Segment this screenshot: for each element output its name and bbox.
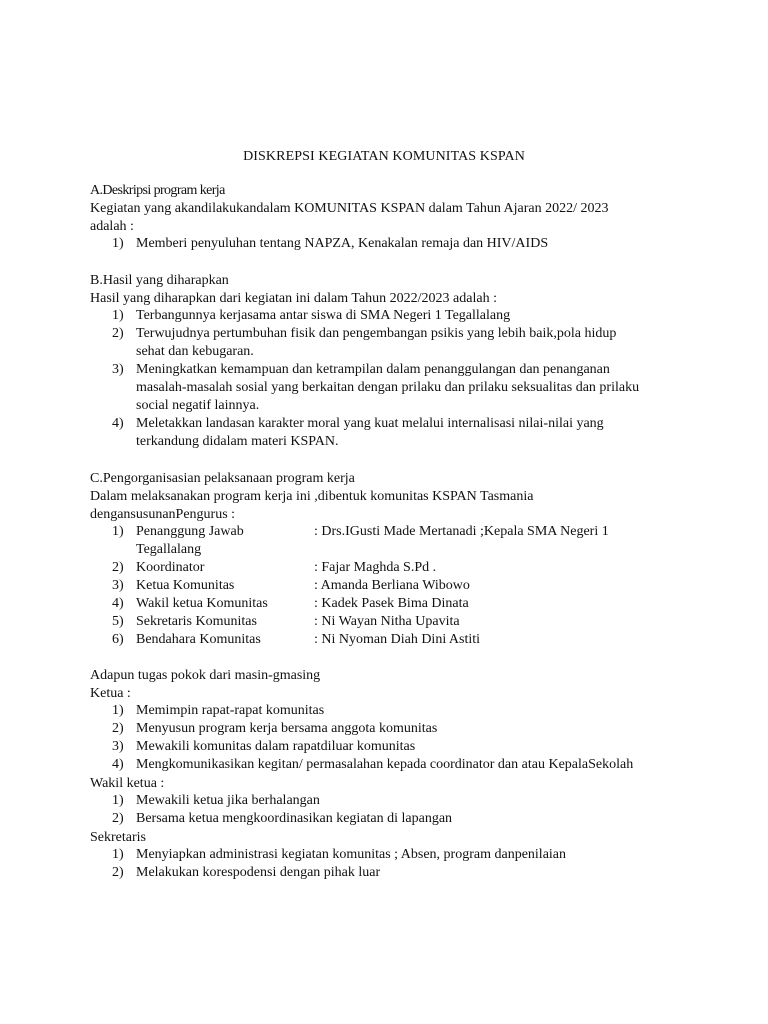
page-title: DISKREPSI KEGIATAN KOMUNITAS KSPAN <box>243 149 525 164</box>
list-number: 2) <box>112 721 124 736</box>
org-role: Sekretaris Komunitas <box>136 614 257 629</box>
org-member: : Amanda Berliana Wibowo <box>314 578 470 593</box>
org-member-cont: Tegallalang <box>136 542 202 557</box>
list-number: 3) <box>112 739 124 754</box>
list-text: sehat dan kebugaran. <box>136 344 254 359</box>
list-text: Meningkatkan kemampuan dan ketrampilan dalam penanggulangan dan penanganan <box>136 362 610 377</box>
list-number: 2) <box>112 560 124 575</box>
list-number: 2) <box>112 811 124 826</box>
org-member: : Fajar Maghda S.Pd . <box>314 560 437 575</box>
org-member: : Kadek Pasek Bima Dinata <box>314 596 469 611</box>
section-b-paragraph: Hasil yang diharapkan dari kegiatan ini dalam Tahun 2022/2023 adalah : <box>90 291 497 306</box>
section-a-heading: A.Deskripsi program kerja <box>90 183 225 198</box>
list-number: 1) <box>112 847 124 862</box>
list-text: masalah-masalah sosial yang berkaitan dengan prilaku dan prilaku seksualitas dan prilaku <box>136 380 640 395</box>
sekretaris-label: Sekretaris <box>90 830 146 845</box>
org-role: Bendahara Komunitas <box>136 632 261 647</box>
list-number: 2) <box>112 865 124 880</box>
list-number: 1) <box>112 308 124 323</box>
list-number: 4) <box>112 757 124 772</box>
list-number: 4) <box>112 596 124 611</box>
list-text: Mewakili ketua jika berhalangan <box>136 793 320 808</box>
list-number: 6) <box>112 632 124 647</box>
wakil-label: Wakil ketua : <box>90 776 165 791</box>
list-text: Terbangunnya kerjasama antar siswa di SMA Negeri 1 Tegallalang <box>136 308 511 323</box>
list-text: Mengkomunikasikan kegitan/ permasalahan kepada coordinator dan atau KepalaSekolah <box>136 757 634 772</box>
list-number: 1) <box>112 793 124 808</box>
list-text: Terwujudnya pertumbuhan fisik dan pengembangan psikis yang lebih baik,pola hidup <box>136 326 617 341</box>
list-text: Menyiapkan administrasi kegiatan komunitas ; Absen, program danpenilaian <box>136 847 567 862</box>
list-number: 5) <box>112 614 124 629</box>
org-role: Koordinator <box>136 560 205 575</box>
list-text: Melakukan korespodensi dengan pihak luar <box>136 865 381 880</box>
list-text: Meletakkan landasan karakter moral yang kuat melalui internalisasi nilai-nilai yang <box>136 416 604 431</box>
section-a-paragraph-cont: adalah : <box>90 219 134 234</box>
list-number: 3) <box>112 578 124 593</box>
list-text: Bersama ketua mengkoordinasikan kegiatan di lapangan <box>136 811 453 826</box>
tugas-intro: Adapun tugas pokok dari masin-gmasing <box>90 668 321 683</box>
org-member: : Ni Wayan Nitha Upavita <box>314 614 460 629</box>
org-role: Ketua Komunitas <box>136 578 235 593</box>
list-text: Menyusun program kerja bersama anggota komunitas <box>136 721 438 736</box>
org-member: : Drs.IGusti Made Mertanadi ;Kepala SMA Negeri 1 <box>314 524 609 539</box>
list-text: terkandung didalam materi KSPAN. <box>136 434 339 449</box>
list-text: Memberi penyuluhan tentang NAPZA, Kenakalan remaja dan HIV/AIDS <box>136 236 549 251</box>
section-c-paragraph-cont: dengansusunanPengurus : <box>90 507 236 522</box>
list-text: Memimpin rapat-rapat komunitas <box>136 703 325 718</box>
ketua-label: Ketua : <box>90 686 131 701</box>
list-number: 4) <box>112 416 124 431</box>
section-a-paragraph: Kegiatan yang akandilakukandalam KOMUNITAS KSPAN dalam Tahun Ajaran 2022/ 2023 <box>90 201 609 216</box>
org-member: : Ni Nyoman Diah Dini Astiti <box>314 632 481 647</box>
section-c-paragraph: Dalam melaksanakan program kerja ini ,dibentuk komunitas KSPAN Tasmania <box>90 489 534 504</box>
list-number: 1) <box>112 236 124 251</box>
section-c-heading: C.Pengorganisasian pelaksanaan program kerja <box>90 471 355 486</box>
list-text: social negatif lainnya. <box>136 398 260 413</box>
list-number: 1) <box>112 703 124 718</box>
list-number: 3) <box>112 362 124 377</box>
list-number: 1) <box>112 524 124 539</box>
org-role: Penanggung Jawab <box>136 524 244 539</box>
list-number: 2) <box>112 326 124 341</box>
org-role: Wakil ketua Komunitas <box>136 596 268 611</box>
list-text: Mewakili komunitas dalam rapatdiluar komunitas <box>136 739 416 754</box>
section-b-heading: B.Hasil yang diharapkan <box>90 273 229 288</box>
